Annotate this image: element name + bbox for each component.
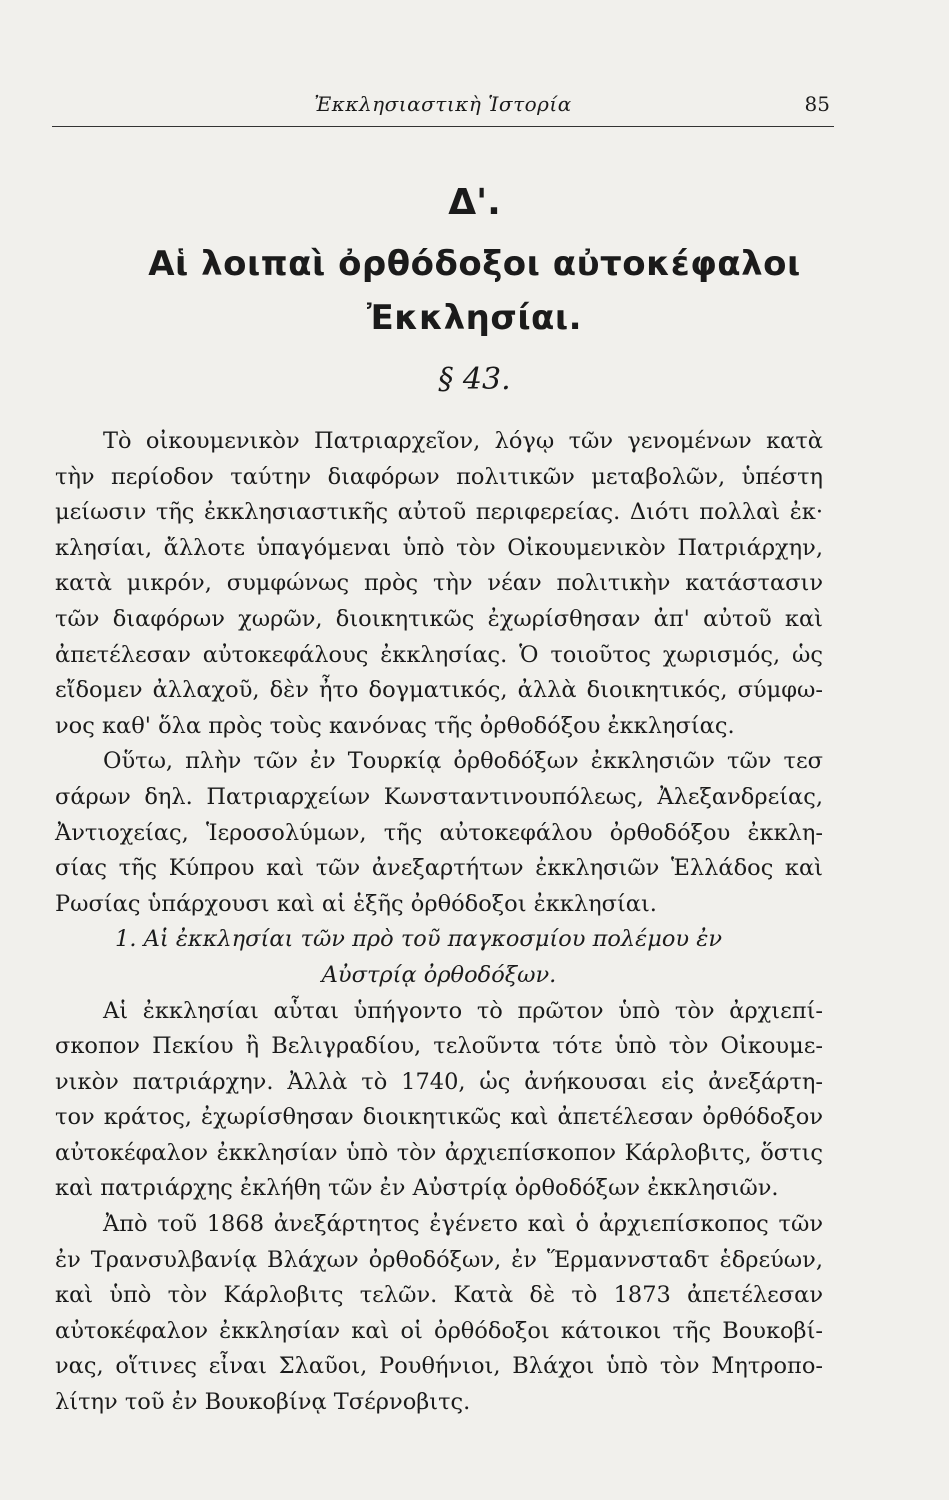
section-number: § 43. [438,362,511,397]
text-line: εἴδομεν ἀλλαχοῦ, δὲν ἦτο δογματικός, ἀλλὰ διοικητικός, σύμφω- [55,677,823,704]
subsection-heading-cont: Αὐστρίᾳ ὀρθοδόξων. [321,961,557,988]
chapter-number: Δ'. [448,182,501,223]
text-line: σκοπον Πεκίου ἢ Βελιγραδίου, τελοῦντα τότε ὑπὸ τὸν Οἰκουμε- [55,1033,823,1060]
text-line: τὴν περίοδον ταύτην διαφόρων πολιτικῶν μεταβολῶν, ὑπέστη [55,463,823,490]
subsection-heading: 1. Αἱ ἐκκλησίαι τῶν πρὸ τοῦ παγκοσμίου πολέμου ἐν [115,926,723,953]
text-line: νικὸν πατριάρχην. Ἀλλὰ τὸ 1740, ὡς ἀνήκουσαι εἰς ἀνεξάρτη- [55,1068,823,1095]
text-line: κατὰ μικρόν, συμφώνως πρὸς τὴν νέαν πολιτικὴν κατάστασιν [55,570,823,597]
text-line: ἀπετέλεσαν αὐτοκεφάλους ἐκκλησίας. Ὁ τοιοῦτος χωρισμός, ὡς [55,641,823,668]
text-line: σίας τῆς Κύπρου καὶ τῶν ἀνεξαρτήτων ἐκκλησιῶν Ἑλλάδος καὶ [55,855,823,882]
text-line: Ἀπὸ τοῦ 1868 ἀνεξάρτητος ἐγένετο καὶ ὁ ἀρχιεπίσκοπος τῶν [103,1211,823,1238]
text-line: Αἱ ἐκκλησίαι αὗται ὑπήγοντο τὸ πρῶτον ὑπὸ τὸν ἀρχιεπί- [103,997,823,1024]
text-line: Οὕτω, πλὴν τῶν ἐν Τουρκίᾳ ὀρθοδόξων ἐκκλησιῶν τῶν τεσ [103,748,823,775]
text-line: Ἀντιοχείας, Ἱεροσολύμων, τῆς αὐτοκεφάλου ὀρθοδόξου ἐκκλη- [55,819,823,846]
text-line: σάρων δηλ. Πατριαρχείων Κωνσταντινουπόλεως, Ἀλεξανδρείας, [55,783,823,810]
text-line: τῶν διαφόρων χωρῶν, διοικητικῶς ἐχωρίσθησαν ἀπ' αὐτοῦ καὶ [55,605,823,632]
text-line: μείωσιν τῆς ἐκκλησιαστικῆς αὐτοῦ περιφερείας. Διότι πολλαὶ ἐκ· [55,499,823,526]
header-rule [52,126,834,127]
text-line: κλησίαι, ἄλλοτε ὑπαγόμεναι ὑπὸ τὸν Οἰκουμενικὸν Πατριάρχην, [55,534,823,561]
text-line: καὶ πατριάρχης ἐκλήθη τῶν ἐν Αὐστρίᾳ ὀρθοδόξων ἐκκλησιῶν. [55,1175,779,1202]
body-text [55,424,823,1421]
page-number: 85 [804,92,830,116]
text-line: νος καθ' ὅλα πρὸς τοὺς κανόνας τῆς ὀρθοδόξου ἐκκλησίας. [55,712,735,739]
chapter-title-line-2: Ἐκκλησίαι. [366,298,583,338]
text-line: νας, οἵτινες εἶναι Σλαῦοι, Ρουθήνιοι, Βλάχοι ὑπὸ τὸν Μητροπο- [55,1353,823,1380]
text-line: αὐτοκέφαλον ἐκκλησίαν ὑπὸ τὸν ἀρχιεπίσκοπον Κάρλοβιτς, ὅστις [55,1139,823,1166]
running-title: Ἐκκλησιαστικὴ Ἱστορία [314,92,572,116]
chapter-title-line-1: Αἱ λοιπαὶ ὀρθόδοξοι αὐτοκέφαλοι [148,244,801,284]
page-header [52,92,834,132]
text-line: καὶ ὑπὸ τὸν Κάρλοβιτς τελῶν. Κατὰ δὲ τὸ 1873 ἀπετέλεσαν [55,1282,823,1309]
text-line: τον κράτος, ἐχωρίσθησαν διοικητικῶς καὶ ἀπετέλεσαν ὀρθόδοξον [55,1104,823,1131]
text-line: ἐν Τρανσυλβανίᾳ Βλάχων ὀρθοδόξων, ἐν Ἕρμαννσταδτ ἑδρεύων, [55,1246,823,1273]
text-line: Τὸ οἰκουμενικὸν Πατριαρχεῖον, λόγῳ τῶν γενομένων κατὰ [103,428,823,454]
text-line: λίτην τοῦ ἐν Βουκοβίνᾳ Τσέρνοβιτς. [55,1389,471,1416]
text-line: Ρωσίας ὑπάρχουσι καὶ αἱ ἑξῆς ὀρθόδοξοι ἐκκλησίαι. [55,890,657,917]
text-line: αὐτοκέφαλον ἐκκλησίαν καὶ οἱ ὀρθόδοξοι κάτοικοι τῆς Βουκοβί- [55,1317,823,1344]
